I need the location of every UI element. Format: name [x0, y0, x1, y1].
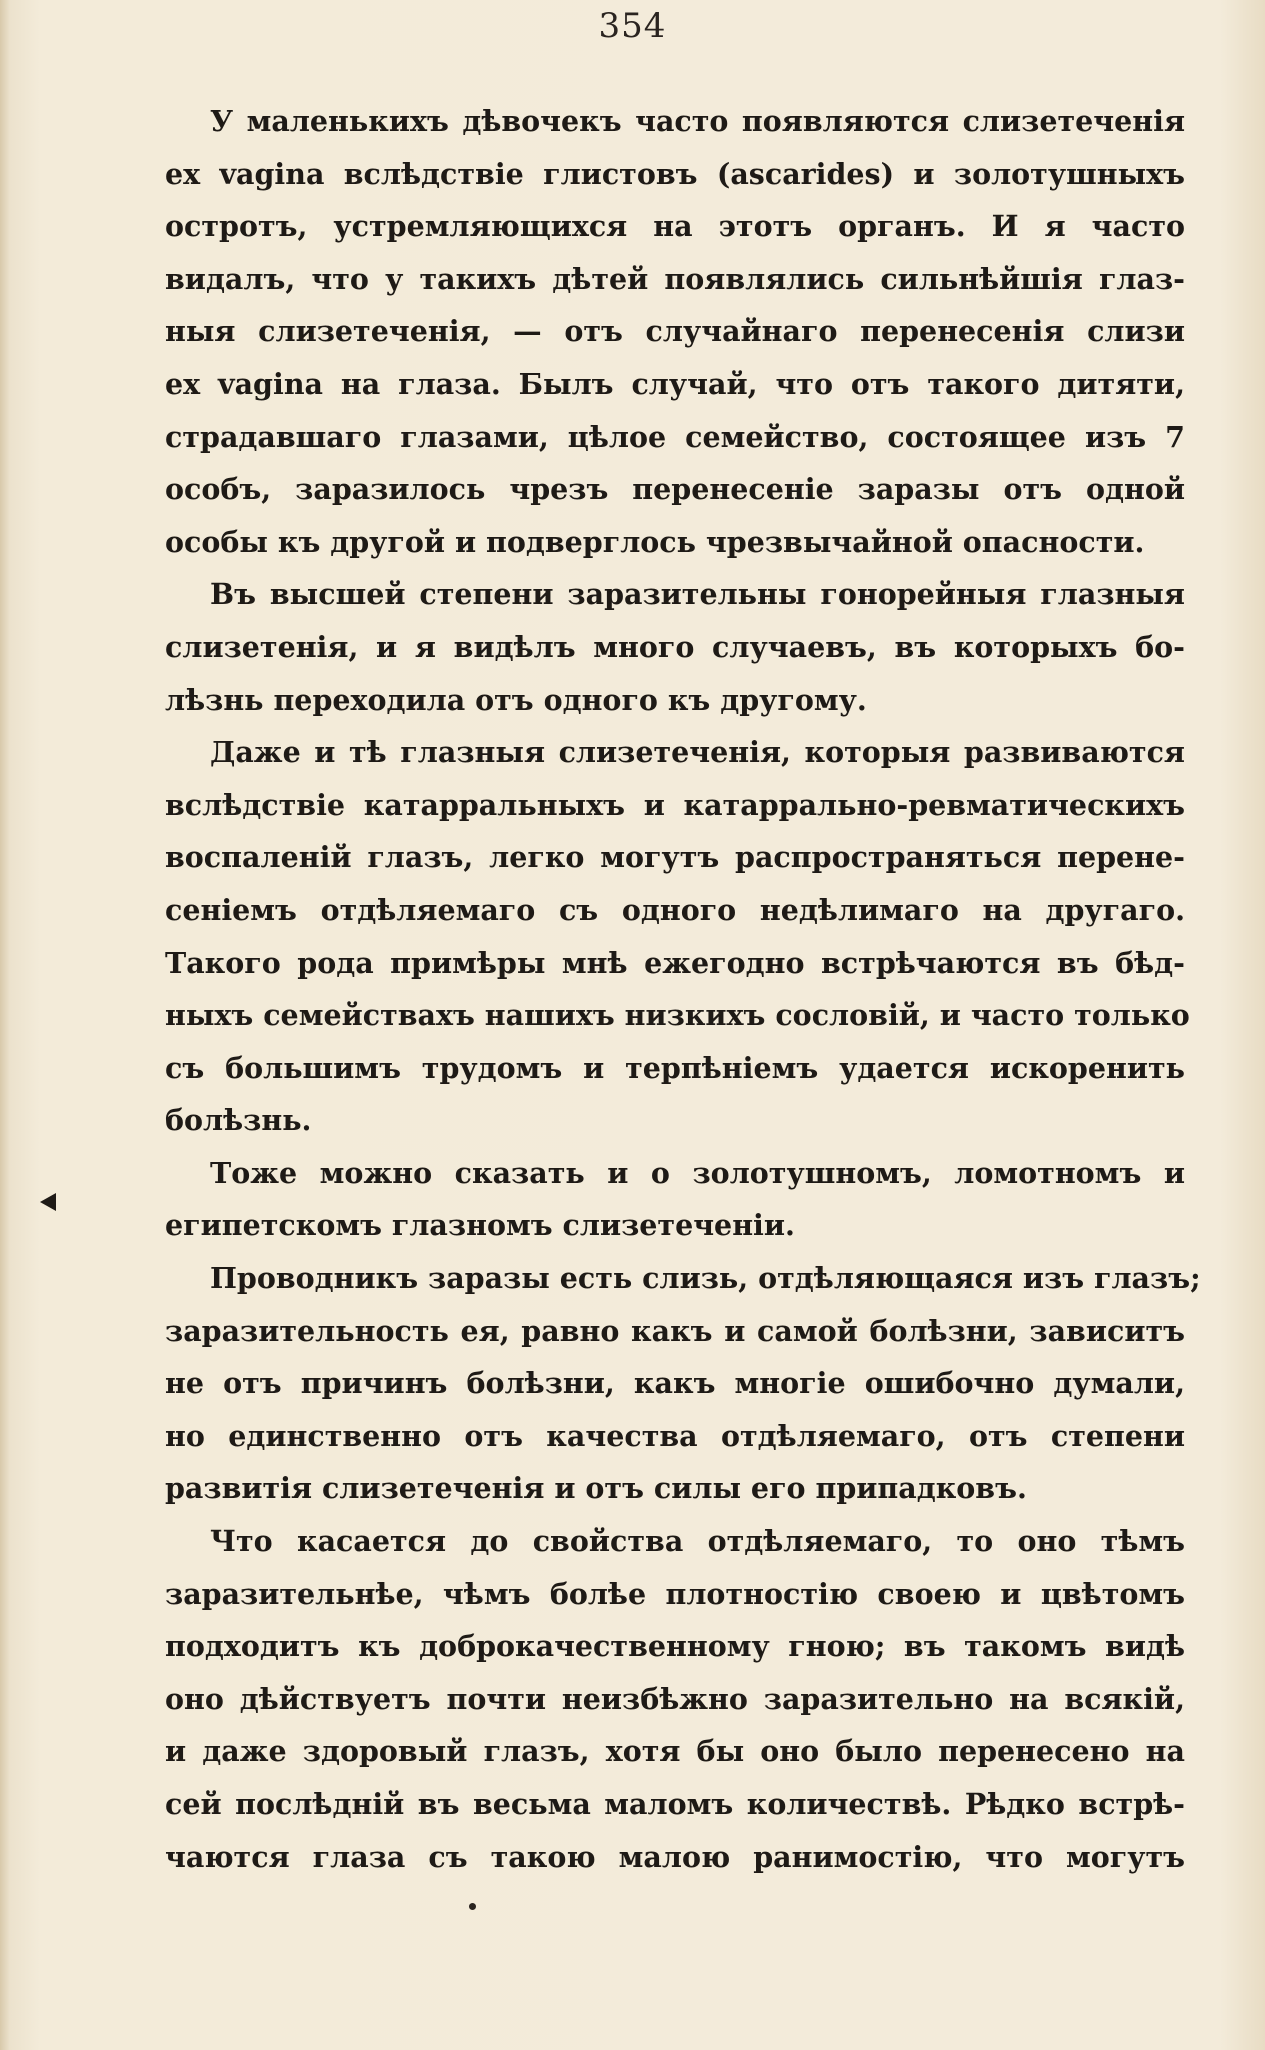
text-line: Въ высшей степени заразительны гонорейныя глазныя — [210, 577, 1185, 612]
text-line: остротъ, устремляющихся на этотъ органъ. И я часто — [165, 209, 1185, 244]
text-line: съ большимъ трудомъ и терпѣніемъ удается искоренить — [165, 1050, 1185, 1085]
text-line: не отъ причинъ болѣзни, какъ многіе ошибочно думали, — [165, 1366, 1185, 1401]
page-number: 354 — [598, 6, 667, 46]
text-line: особъ, заразилось чрезъ перенесеніе заразы отъ одной — [165, 472, 1185, 507]
text-line: и даже здоровый глазъ, хотя бы оно было перенесено на — [165, 1734, 1185, 1769]
text-line: ныхъ семействахъ нашихъ низкихъ сословій, и часто только — [165, 998, 1190, 1033]
text-line: особы къ другой и подверглось чрезвычайной опасности. — [165, 524, 1145, 559]
text-line: сей послѣдній въ весьма маломъ количествѣ. Рѣдко встрѣ- — [165, 1787, 1185, 1821]
text-line: подходитъ къ доброкачественному гною; въ такомъ видѣ — [165, 1629, 1185, 1664]
text-line: болѣзнь. — [165, 1103, 312, 1138]
text-line: но единственно отъ качества отдѣляемаго, отъ степени — [165, 1418, 1185, 1453]
text-line: слизетенія, и я видѣлъ много случаевъ, въ которыхъ бо- — [165, 629, 1185, 664]
text-line: Тоже можно сказать и о золотушномъ, ломотномъ и — [210, 1155, 1185, 1190]
text-line: ныя слизетеченія, — отъ случайнаго перенесенія слизи — [165, 314, 1185, 349]
text-line: чаются глаза съ такою малою ранимостію, что могутъ — [165, 1839, 1185, 1874]
text-line: заразительнѣе, чѣмъ болѣе плотностію своею и цвѣтомъ — [165, 1576, 1185, 1611]
text-line: Такого рода примѣры мнѣ ежегодно встрѣчаются въ бѣд- — [165, 945, 1185, 980]
text-line: египетскомъ глазномъ слизетеченіи. — [165, 1208, 795, 1243]
text-line: оно дѣйствуетъ почти неизбѣжно заразительно на всякій, — [165, 1681, 1185, 1716]
text-line: воспаленій глазъ, легко могутъ распространяться перене- — [165, 840, 1185, 875]
text-line: Даже и тѣ глазныя слизетеченія, которыя развиваются — [210, 735, 1185, 770]
text-line: вслѣдствіе катарральныхъ и катаррально-ревматическихъ — [165, 787, 1185, 822]
text-line: сеніемъ отдѣляемаго съ одного недѣлимаго на другаго. — [165, 892, 1185, 927]
text-line: У маленькихъ дѣвочекъ часто появляются слизетеченія — [210, 104, 1185, 138]
body-text — [165, 95, 1201, 1883]
text-line: ex vagina вслѣдствіе глистовъ (ascarides) и золотушныхъ — [165, 156, 1185, 191]
ink-dot — [469, 1903, 476, 1910]
text-line: страдавшаго глазами, цѣлое семейство, состоящее изъ 7 — [165, 419, 1185, 454]
text-line: развитія слизетеченія и отъ силы его припадковъ. — [165, 1471, 1027, 1506]
text-line: видалъ, что у такихъ дѣтей появлялись сильнѣйшія глаз- — [165, 261, 1185, 296]
text-line: заразительность ея, равно какъ и самой болѣзни, зависитъ — [165, 1313, 1185, 1348]
text-line: ex vagina на глаза. Былъ случай, что отъ такого дитяти, — [165, 366, 1185, 401]
text-line: Что касается до свойства отдѣляемаго, то оно тѣмъ — [210, 1524, 1185, 1559]
margin-mark — [40, 1193, 56, 1211]
text-line: Проводникъ заразы есть слизь, отдѣляющаяся изъ глазъ; — [210, 1261, 1201, 1296]
text-line: лѣзнь переходила отъ одного къ другому. — [165, 682, 867, 717]
